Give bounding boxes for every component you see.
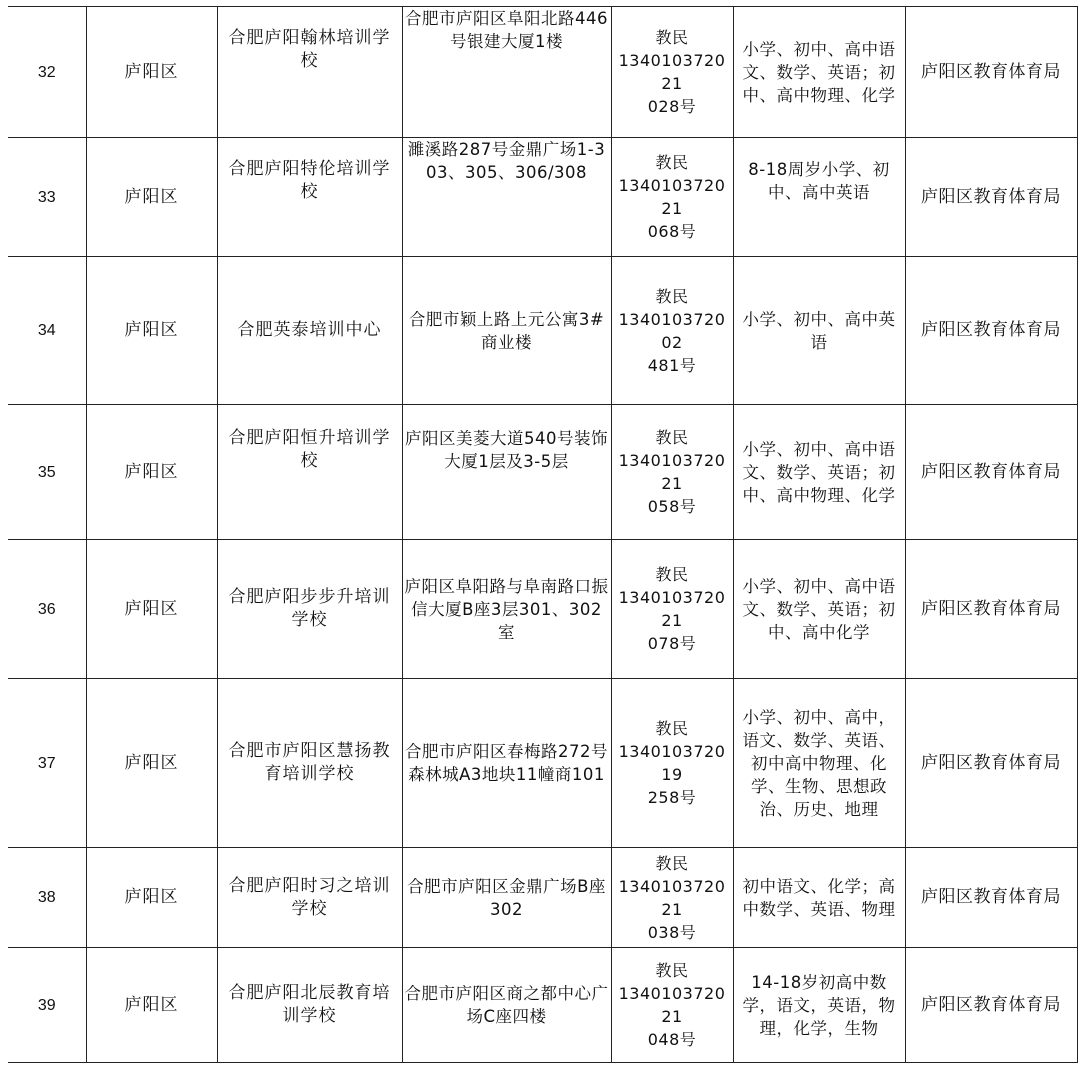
subjects-cell: 8-18周岁小学、初中、高中英语 <box>733 138 905 257</box>
row-number: 34 <box>8 257 86 405</box>
authority-cell: 庐阳区教育体育局 <box>905 405 1077 540</box>
school-name-cell: 合肥庐阳特伦培训学校 <box>217 138 402 257</box>
license-cell: 教民 134010372021 078号 <box>611 540 733 679</box>
row-number: 39 <box>8 948 86 1063</box>
subjects-cell: 14-18岁初高中数学，语文，英语，物理，化学，生物 <box>733 948 905 1063</box>
table-row <box>8 257 1077 405</box>
district-cell: 庐阳区 <box>86 948 217 1063</box>
subjects-cell: 小学、初中、高中英语 <box>733 257 905 405</box>
district-cell: 庐阳区 <box>86 257 217 405</box>
schools-table <box>8 6 1078 1063</box>
table-row <box>8 7 1077 138</box>
authority-cell: 庐阳区教育体育局 <box>905 679 1077 848</box>
address-cell: 合肥市庐阳区阜阳北路446号银建大厦1楼 <box>402 7 611 138</box>
subjects-cell: 小学、初中、高中语文、数学、英语；初中、高中化学 <box>733 540 905 679</box>
address-cell: 庐阳区美菱大道540号装饰大厦1层及3-5层 <box>402 405 611 540</box>
row-number: 37 <box>8 679 86 848</box>
school-name-cell: 合肥英泰培训中心 <box>217 257 402 405</box>
subjects-cell: 初中语文、化学；高中数学、英语、物理 <box>733 848 905 948</box>
school-name-cell: 合肥市庐阳区慧扬教育培训学校 <box>217 679 402 848</box>
table-row <box>8 540 1077 679</box>
authority-cell: 庐阳区教育体育局 <box>905 848 1077 948</box>
table-row <box>8 679 1077 848</box>
table-row <box>8 848 1077 948</box>
district-cell: 庐阳区 <box>86 405 217 540</box>
license-cell: 教民 134010372021 048号 <box>611 948 733 1063</box>
license-cell: 教民 134010372021 038号 <box>611 848 733 948</box>
license-cell: 教民 134010372019 258号 <box>611 679 733 848</box>
row-number: 35 <box>8 405 86 540</box>
address-cell: 合肥市庐阳区春梅路272号森林城A3地块11幢商101 <box>402 679 611 848</box>
row-number: 32 <box>8 7 86 138</box>
district-cell: 庐阳区 <box>86 540 217 679</box>
district-cell: 庐阳区 <box>86 7 217 138</box>
school-name-cell: 合肥庐阳时习之培训学校 <box>217 848 402 948</box>
table-row <box>8 405 1077 540</box>
district-cell: 庐阳区 <box>86 138 217 257</box>
address-cell: 庐阳区阜阳路与阜南路口振信大厦B座3层301、302室 <box>402 540 611 679</box>
subjects-cell: 小学、初中、高中语文、数学、英语；初中、高中物理、化学 <box>733 7 905 138</box>
address-cell: 合肥市庐阳区商之都中心广场C座四楼 <box>402 948 611 1063</box>
row-number: 36 <box>8 540 86 679</box>
authority-cell: 庐阳区教育体育局 <box>905 540 1077 679</box>
authority-cell: 庐阳区教育体育局 <box>905 138 1077 257</box>
license-cell: 教民 134010372021 058号 <box>611 405 733 540</box>
address-cell: 合肥市庐阳区金鼎广场B座302 <box>402 848 611 948</box>
district-cell: 庐阳区 <box>86 679 217 848</box>
row-number: 38 <box>8 848 86 948</box>
license-cell: 教民 134010372021 028号 <box>611 7 733 138</box>
district-cell: 庐阳区 <box>86 848 217 948</box>
authority-cell: 庐阳区教育体育局 <box>905 7 1077 138</box>
authority-cell: 庐阳区教育体育局 <box>905 948 1077 1063</box>
school-name-cell: 合肥庐阳翰林培训学校 <box>217 7 402 138</box>
subjects-cell: 小学、初中、高中语文、数学、英语；初中、高中物理、化学 <box>733 405 905 540</box>
address-cell: 濉溪路287号金鼎广场1-303、305、306/308 <box>402 138 611 257</box>
license-cell: 教民 134010372021 068号 <box>611 138 733 257</box>
school-name-cell: 合肥庐阳步步升培训学校 <box>217 540 402 679</box>
row-number: 33 <box>8 138 86 257</box>
school-name-cell: 合肥庐阳北辰教育培训学校 <box>217 948 402 1063</box>
table-row <box>8 138 1077 257</box>
authority-cell: 庐阳区教育体育局 <box>905 257 1077 405</box>
address-cell: 合肥市颖上路上元公寓3#商业楼 <box>402 257 611 405</box>
school-name-cell: 合肥庐阳恒升培训学校 <box>217 405 402 540</box>
license-cell: 教民 134010372002 481号 <box>611 257 733 405</box>
table-row <box>8 948 1077 1063</box>
subjects-cell: 小学、初中、高中，语文、数学、英语、初中高中物理、化学、生物、思想政治、历史、地理 <box>733 679 905 848</box>
